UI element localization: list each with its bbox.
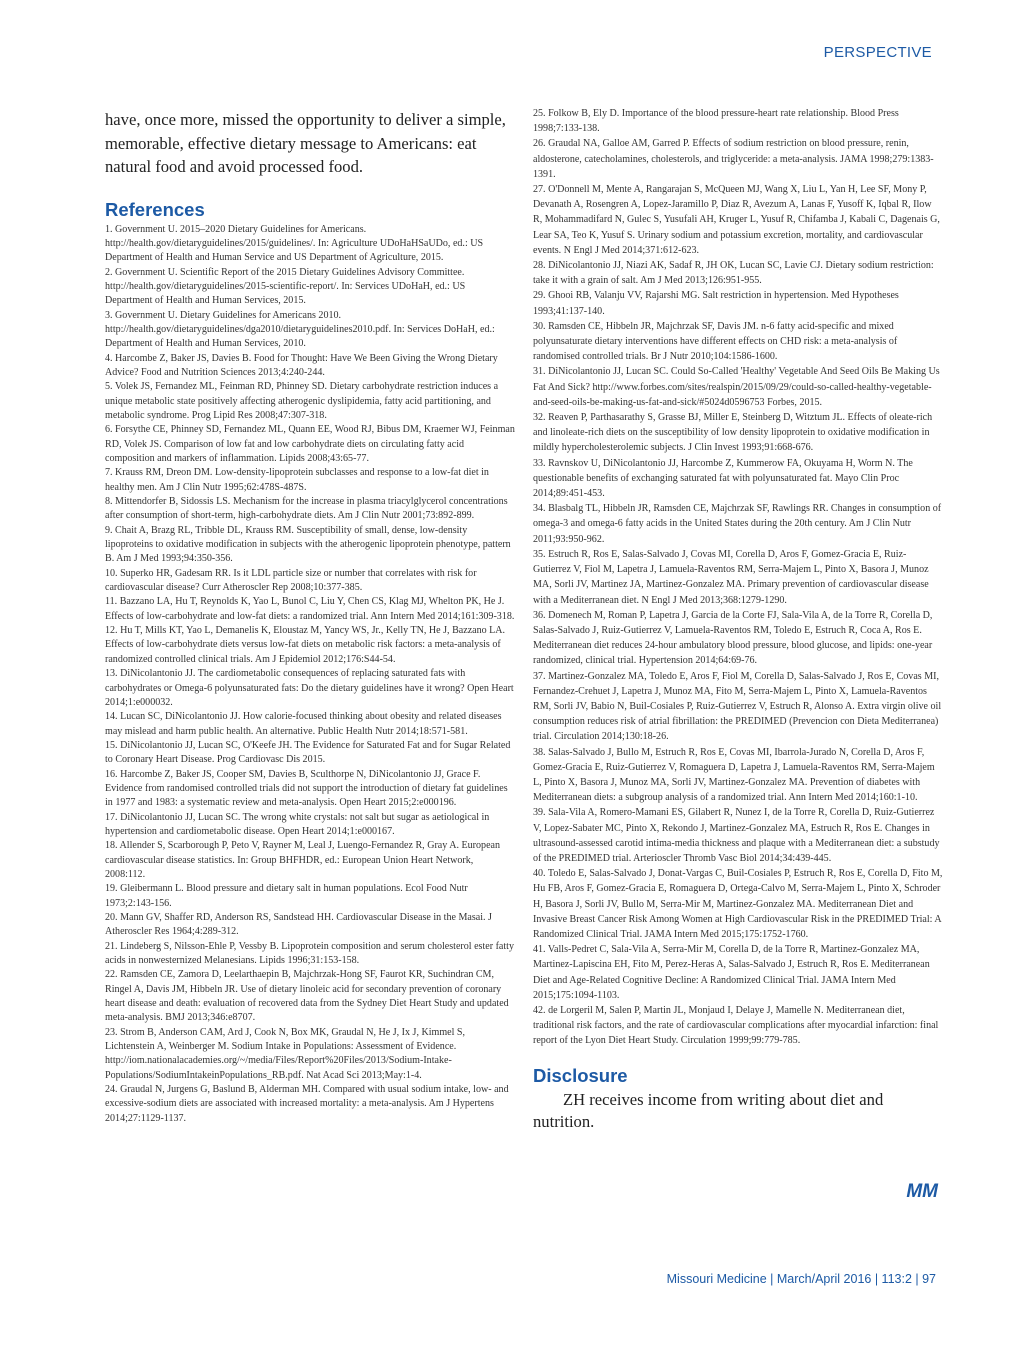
disclosure-text: ZH receives income from writing about diet and nutrition. [533,1089,884,1132]
reference-item: 12. Hu T, Mills KT, Yao L, Demanelis K, Eloustaz M, Yancy WS, Jr., Kelly TN, He J, Bazzano LA. Effects of low-carbohydrate diets versus low-fat diets on metabolic risk factors: a meta-analysis of randomized controlled clinical trials. Am J Epidemiol 2012;176:S44-54. [105,625,506,665]
reference-item: 32. Reaven P, Parthasarathy S, Grasse BJ, Miller E, Steinberg D, Witztum JL. Effects of oleate-rich and linoleate-rich diets on the susceptibility of low density lipoprotein to oxidative modification in mildly hypercholesterolemic subjects. J Clin Invest 1993;91:668-676. [533,412,933,454]
reference-item: 21. Lindeberg S, Nilsson-Ehle P, Vessby B. Lipoprotein composition and serum cholesterol ester fatty acids in nonwesternized Melanesians. Lipids 1996;31:153-158. [105,940,514,967]
reference-item: 25. Folkow B, Ely D. Importance of the blood pressure-heart rate relationship. Blood Press 1998;7:133-138. [533,108,899,135]
reference-item: 33. Ravnskov U, DiNicolantonio JJ, Harcombe Z, Kummerow FA, Okuyama H, Worm N. The questionable benefits of exchanging saturated fat with polyunsaturated fat. Mayo Clin Proc 2014;89:451-453. [533,457,913,500]
reference-item: 27. O'Donnell M, Mente A, Rangarajan S, McQueen MJ, Wang X, Liu L, Yan H, Lee SF, Mony P, Devanath A, Rosengren A, Lopez-Jaramillo P, Diaz R, Avezum A, Lanas F, Yusoff K, Iqbal R, Ilow R, Mohammadifard N, Gulec S, Yusufali AH, Kruger L, Yusuf R, Chifamba J, Kabali C, Dagenais G, Lear SA, Teo K, Yusuf S. Urinary sodium and potassium excretion, mortality, and cardiovascular events. N Engl J Med 2014;371:612-623. [533,184,940,256]
right-column [533,106,943,1134]
intro-paragraph: have, once more, missed the opportunity to deliver a simple, memorable, effective dietary message to Americans: eat natural food and avoid processed food. [105,110,506,176]
reference-item: 41. Valls-Pedret C, Sala-Vila A, Serra-Mir M, Corella D, de la Torre R, Martinez-Gonzalez MA, Martinez-Lapiscina EH, Fito M, Perez-Heras A, Salas-Salvado J, Estruch R, Ros E. Mediterranean Diet and Age-Related Cognitive Decline: A Randomized Clinical Trial. JAMA Intern Med 2015;175:1094-1103. [533,944,930,1001]
reference-item: 20. Mann GV, Shaffer RD, Anderson RS, Sandstead HH. Cardiovascular Disease in the Masai. J Atheroscler Res 1964;4:289-312. [105,912,492,938]
page-footer: Missouri Medicine | March/April 2016 | 113:2 | 97 [666,1272,936,1286]
reference-item: 36. Domenech M, Roman P, Lapetra J, Garcia de la Corte FJ, Sala-Vila A, de la Torre R, Corella D, Salas-Salvado J, Ruiz-Gutierrez V, Lamuela-Raventos RM, Toledo E, Estruch R, Coca A, Ros E. Mediterranean diet reduces 24-hour ambulatory blood pressure, blood glucose, and lipids: one-year randomized, clinical trial. Hypertension 2014;64:69-76. [533,609,933,667]
reference-item: 24. Graudal N, Jurgens G, Baslund B, Alderman MH. Compared with usual sodium intake, low- and excessive-sodium diets are associated with increased mortality: a meta-analysis. Am J Hypertens 2014;27:1129-1137. [105,1084,509,1124]
reference-item: 1. Government U. 2015–2020 Dietary Guidelines for Americans. http://health.gov/dietaryguidelines/2015/guidelines/. In: Agriculture UDoHaHSaUDo, ed.: US Department of Health and Human Service and US Department of Agriculture, 2015. [105,223,484,264]
reference-item: 22. Ramsden CE, Zamora D, Leelarthaepin B, Majchrzak-Hong SF, Faurot KR, Suchindran CM, Ringel A, Davis JM, Hibbeln JR. Use of dietary linoleic acid for secondary prevention of coronary heart disease and death: evaluation of recovered data from the Sydney Diet Heart Study and updated meta-analysis. BMJ 2013;346:e8707. [105,969,509,1024]
reference-item: 42. de Lorgeril M, Salen P, Martin JL, Monjaud I, Delaye J, Mamelle N. Mediterranean diet, traditional risk factors, and the rate of cardiovascular complications after myocardial infarction: final report of the Lyon Diet Heart Study. Circulation 1999;99:779-785. [533,1004,939,1047]
reference-item: 15. DiNicolantonio JJ, Lucan SC, O'Keefe JH. The Evidence for Saturated Fat and for Sugar Related to Coronary Heart Disease. Prog Cardiovasc Dis 2015. [105,739,511,766]
reference-item: 34. Blasbalg TL, Hibbeln JR, Ramsden CE, Majchrzak SF, Rawlings RR. Changes in consumption of omega-3 and omega-6 fatty acids in the United States during the 20th century. Am J Clin Nutr 2011;93:950-962. [533,503,942,545]
reference-item: 18. Allender S, Scarborough P, Peto V, Rayner M, Leal J, Luengo-Fernandez R, Gray A. European cardiovascular disease statistics. In: Group BHFHDR, ed.: European Union Heart Network, 2008:112. [105,840,501,880]
reference-item: 23. Strom B, Anderson CAM, Ard J, Cook N, Box MK, Graudal N, He J, Ix J, Kimmel S, Lichtenstein A, Weinberger M. Sodium Intake in Populations: Assessment of Evidence. http://iom.nationalacademies.org/~/media/Files/Report%20Files/2013/Sodium-Intake-Populations/SodiumIntakeinPopulations_RB.pdf. Nat Acad Sci 2013;May:1-4. [105,1026,466,1081]
reference-item: 3. Government U. Dietary Guidelines for Americans 2010. http://health.gov/dietaryguidelines/dga2010/dietaryguidelines2010.pdf. In: Services DoHaH, ed.: Department of Health and Human Services, 2010. [105,309,495,350]
reference-item: 13. DiNicolantonio JJ. The cardiometabolic consequences of replacing saturated fats with carbohydrates or Omega-6 polyunsaturated fats: Do the dietary guidelines have it wrong? Open Heart 2014;1:e000032. [105,668,514,708]
disclosure-heading: Disclosure [533,1064,628,1086]
reference-item: 2. Government U. Scientific Report of the 2015 Dietary Guidelines Advisory Committee. http://health.gov/dietaryguidelines/2015-scientific-report/. In: Services UDoHaH, ed.: US Department of Health and Human Services, 2015. [105,266,466,307]
reference-item: 39. Sala-Vila A, Romero-Mamani ES, Gilabert R, Nunez I, de la Torre R, Corella D, Ruiz-Gutierrez V, Lopez-Sabater MC, Pinto X, Rekondo J, Martinez-Gonzalez MA, Estruch R, Ros E. Changes in ultrasound-assessed carotid intima-media thickness and plaque with a Mediterranean diet: a substudy of the PREDIMED trial. Arterioscler Thromb Vasc Biol 2014;34:439-445. [533,807,940,864]
references-list-right [533,106,943,1049]
reference-item: 29. Ghooi RB, Valanju VV, Rajarshi MG. Salt restriction in hypertension. Med Hypotheses 1993;41:137-140. [533,290,899,317]
reference-item: 31. DiNicolantonio JJ, Lucan SC. Could So-Called 'Healthy' Vegetable And Seed Oils Be Making Us Fat And Sick? http://www.forbes.com/sites/realspin/2015/09/29/could-so-called-healthy-vegetable-and-seed-oils-be-making-us-fat-and-sick/#5024d0596753 Forbes, 2015. [533,366,940,408]
end-mark-logo: MM [906,1181,938,1202]
reference-item: 11. Bazzano LA, Hu T, Reynolds K, Yao L, Bunol C, Liu Y, Chen CS, Klag MJ, Whelton PK, He J. Effects of low-carbohydrate and low-fat diets: a randomized trial. Ann Intern Med 2014;161:309-318. [105,596,515,622]
reference-item: 10. Superko HR, Gadesam RR. Is it LDL particle size or number that correlates with risk for cardiovascular disease? Curr Atheroscler Rep 2008;10:377-385. [105,567,477,594]
reference-item: 16. Harcombe Z, Baker JS, Cooper SM, Davies B, Sculthorpe N, DiNicolantonio JJ, Grace F. Evidence from randomised controlled trials did not support the introduction of dietary fat guidelines in 1977 and 1983: a systematic review and meta-analysis. Open Heart 2015;2:e000196. [105,768,508,809]
reference-item: 4. Harcombe Z, Baker JS, Davies B. Food for Thought: Have We Been Giving the Wrong Dietary Advice? Food and Nutrition Sciences 2013;4:240-244. [105,352,498,378]
references-list-left [105,223,515,1127]
reference-item: 30. Ramsden CE, Hibbeln JR, Majchrzak SF, Davis JM. n-6 fatty acid-specific and mixed polyunsaturate dietary interventions have different effects on CHD risk: a meta-analysis of randomised controlled trials. Br J Nutr 2010;104:1586-1600. [533,320,898,363]
reference-item: 35. Estruch R, Ros E, Salas-Salvado J, Covas MI, Corella D, Aros F, Gomez-Gracia E, Ruiz-Gutierrez V, Fiol M, Lapetra J, Lamuela-Raventos RM, Serra-Majem L, Pinto X, Basora J, Munoz MA, Sorli JV, Martinez JA, Martinez-Gonzalez MA. Primary prevention of cardiovascular disease with a Mediterranean diet. N Engl J Med 2013;368:1279-1290. [533,548,929,606]
section-label: PERSPECTIVE [823,44,932,61]
reference-item: 17. DiNicolantonio JJ, Lucan SC. The wrong white crystals: not salt but sugar as aetiological in hypertension and cardiometabolic disease. Open Heart 2014;1:e000167. [105,811,490,837]
left-column [105,108,515,1126]
reference-item: 7. Krauss RM, Dreon DM. Low-density-lipoprotein subclasses and response to a low-fat diet in healthy men. Am J Clin Nutr 1995;62:478S-487S. [105,467,489,493]
reference-item: 6. Forsythe CE, Phinney SD, Fernandez ML, Quann EE, Wood RJ, Bibus DM, Kraemer WJ, Feinman RD, Volek JS. Comparison of low fat and low carbohydrate diets on circulating fatty acid composition and markers of inflammation. Lipids 2008;43:65-77. [105,424,515,464]
reference-item: 14. Lucan SC, DiNicolantonio JJ. How calorie-focused thinking about obesity and related diseases may mislead and harm public health. An alternative. Public Health Nutr 2014;18:571-581. [105,711,502,737]
reference-item: 40. Toledo E, Salas-Salvado J, Donat-Vargas C, Buil-Cosiales P, Estruch R, Ros E, Corella D, Fito M, Hu FB, Aros F, Gomez-Gracia E, Romaguera D, Ortega-Calvo M, Serra-Majem L, Pinto X, Schroder H, Basora J, Sorli JV, Bullo M, Serra-Mir M, Martinez-Gonzalez MA. Mediterranean Diet and Invasive Breast Cancer Risk Among Women at High Cardiovascular Risk in the PREDIMED Trial: A Randomized Clinical Trial. JAMA Intern Med 2015;175:1752-1760. [533,868,943,940]
reference-item: 28. DiNicolantonio JJ, Niazi AK, Sadaf R, JH OK, Lucan SC, Lavie CJ. Dietary sodium restriction: take it with a grain of salt. Am J Med 2013;126:951-955. [533,260,934,287]
reference-item: 5. Volek JS, Fernandez ML, Feinman RD, Phinney SD. Dietary carbohydrate restriction induces a unique metabolic state positively affecting atherogenic dyslipidemia, fatty acid partitioning, and metabolic syndrome. Prog Lipid Res 2008;47:307-318. [105,381,499,421]
reference-item: 19. Gleibermann L. Blood pressure and dietary salt in human populations. Ecol Food Nutr 1973;2:143-156. [105,883,468,909]
reference-item: 9. Chait A, Brazg RL, Tribble DL, Krauss RM. Susceptibility of small, dense, low-density lipoproteins to oxidative modification in subjects with the atherogenic lipoprotein phenotype, pattern B. Am J Med 1993;94:350-356. [105,524,511,565]
references-heading: References [105,198,205,220]
reference-item: 26. Graudal NA, Galloe AM, Garred P. Effects of sodium restriction on blood pressure, renin, aldosterone, catecholamines, cholesterols, and triglyceride: a meta-analysis. JAMA 1998;279:1383-1391. [533,138,934,180]
reference-item: 37. Martinez-Gonzalez MA, Toledo E, Aros F, Fiol M, Corella D, Salas-Salvado J, Ros E, Covas MI, Fernandez-Crehuet J, Lapetra J, Munoz MA, Fito M, Serra-Majem L, Pinto X, Lamuela-Raventos RM, Sorli JV, Babio N, Buil-Cosiales P, Ruiz-Gutierrez V, Estruch R, Alonso A. Extra virgin olive oil consumption reduces risk of atrial fibrillation: the PREDIMED (Prevencion con Dieta Mediterranea) trial. Circulation 2014;130:18-26. [533,670,942,743]
reference-item: 38. Salas-Salvado J, Bullo M, Estruch R, Ros E, Covas MI, Ibarrola-Jurado N, Corella D, Aros F, Gomez-Gracia E, Ruiz-Gutierrez V, Romaguera D, Lapetra J, Lamuela-Raventos RM, Serra-Majem L, Pinto X, Basora J, Munoz MA, Sorli JV, Martinez-Gonzalez MA. Prevention of diabetes with Mediterranean diets: a subgroup analysis of a randomized trial. Ann Intern Med 2014;160:1-10. [533,746,935,804]
reference-item: 8. Mittendorfer B, Sidossis LS. Mechanism for the increase in plasma triacylglycerol concentrations after consumption of short-term, high-carbohydrate diets. Am J Clin Nutr 2001;73:892-899. [105,496,508,522]
